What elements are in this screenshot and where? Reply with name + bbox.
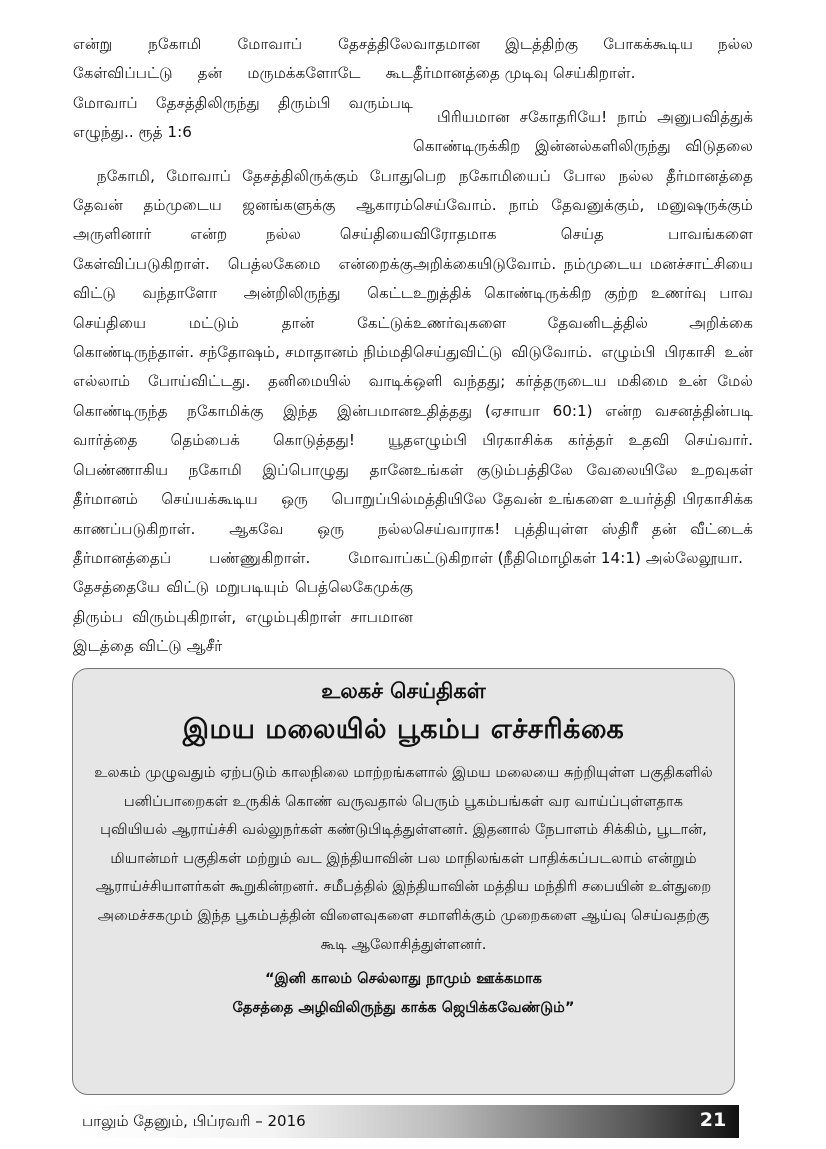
left-paragraph-1: என்று நகோமி மோவாப் தேசத்திலே கேள்விப்பட்டு தன் மருமக்களோடே கூட மோவாப் தேசத்திலிருந்து திரும்பி வரும்படி எழுந்து.. ரூத் 1:6 — [73, 35, 413, 142]
news-body: உலகம் முழுவதும் ஏற்படும் காலநிலை மாற்றங்களால் இமய மலையை சுற்றியுள்ள பகுதிகளில் பனிப்பாறைகள் உருகிக் கொண் வருவதால் பெரும் பூகம்பங்கள் வர வாய்ப்புள்ளதாக புவியியல் ஆராய்ச்சி வல்லுநர்கள் கண்டுபிடித்துள்ளனர். இதனால் நேபாளம் சிக்கிம், பூடான், மியான்மர் பகுதிகள் மற்றும் வட இந்தியாவின் பல மாநிலங்கள் பாதிக்கப்படலாம் என்றும் ஆராய்ச்சியாளர்கள் கூறுகின்றனர். சமீபத்தில் இந்தியாவின் மத்திய மந்திரி சபையின் உள்துறை அமைச்சகமும் இந்த பூகம்பத்தின் விளைவுகளை சமாளிக்கும் முறைகளை ஆய்வு செய்வதற்கு கூடி ஆலோசித்துள்ளனர். — [94, 764, 713, 953]
right-paragraph-1: வாதமான இடத்திற்கு போகக்கூடிய நல்ல தீர்மானத்தை முடிவு செய்கிறாள். — [413, 35, 753, 83]
footer-publication: பாலும் தேனும், பிப்ரவரி – 2016 — [82, 1112, 306, 1130]
page-number: 21 — [699, 1109, 727, 1131]
news-box — [72, 668, 735, 1095]
left-paragraph-2: நகோமி, மோவாப் தேசத்திலிருக்கும் போது தேவன் தம்முடைய ஜனங்களுக்கு ஆகாரம் அருளினார் என்ற நல்ல செய்தியை கேள்விப்படுகிறாள். பெத்லகேமை என்றைக்கு விட்டு வந்தாளோ அன்றிலிருந்து கெட்ட செய்தியை மட்டும் தான் கேட்டுக் கொண்டிருந்தாள். சந்தோஷம், சமாதானம் நிம்மதி எல்லாம் போய்விட்டது. தனிமையில் வாடிக் கொண்டிருந்த நகோமிக்கு இந்த இன்பமான வார்த்தை தெம்பைக் கொடுத்தது! யூத பெண்ணாகிய நகோமி இப்பொழுது தானே தீர்மானம் செய்யக்கூடிய ஒரு பொறுப்பில் காணப்படுகிறாள். ஆகவே ஒரு நல்ல தீர்மானத்தைப் பண்ணுகிறாள். மோவாப் தேசத்தையே விட்டு மறுபடியும் பெத்லெகேமுக்கு திரும்ப விரும்புகிறாள், எழும்புகிறாள் சாபமான இடத்தை விட்டு ஆசீர் — [73, 166, 413, 656]
right-paragraph-2: பிரியமான சகோதரியே! நாம் அனுபவித்துக் கொண்டிருக்கிற இன்னல்களிலிருந்து விடுதலை பெற நகோமியைப் போல நல்ல தீர்மானத்தை செய்வோம். நாம் தேவனுக்கும், மனுஷருக்கும் விரோதமாக செய்த பாவங்களை அறிக்கையிடுவோம். நம்முடைய மனச்சாட்சியை உறுத்திக் கொண்டிருக்கிற குற்ற உணர்வு பாவ உணர்வுகளை தேவனிடத்தில் அறிக்கை செய்துவிட்டு விடுவோம். எழும்பி பிரகாசி உன் ஒளி வந்தது; கர்த்தருடைய மகிமை உன் மேல் உதித்தது (ஏசாயா 60:1) என்ற வசனத்தின்படி எழும்பி பிரகாசிக்க கர்த்தர் உதவி செய்வார். உங்கள் குடும்பத்திலே வேலையிலே உறவுகள் மத்தியிலே தேவன் உங்களை உயர்த்தி பிரகாசிக்க செய்வாராக! புத்தியுள்ள ஸ்திரீ தன் வீட்டைக் கட்டுகிறாள் (நீதிமொழிகள் 14:1) அல்லேலூயா. — [413, 107, 753, 567]
news-heading: உலகச் செய்திகள் — [321, 679, 486, 703]
news-quote-line-2: தேசத்தை அழிவிலிருந்து காக்க ஜெபிக்கவேண்டும்” — [232, 998, 575, 1016]
news-quote — [93, 965, 714, 1022]
left-column — [73, 30, 413, 676]
news-title: இமய மலையில் பூகம்ப எச்சரிக்கை — [182, 714, 625, 745]
right-column — [413, 30, 753, 587]
news-quote-line-1: “இனி காலம் செல்லாது நாமும் ஊக்கமாக — [264, 970, 542, 988]
